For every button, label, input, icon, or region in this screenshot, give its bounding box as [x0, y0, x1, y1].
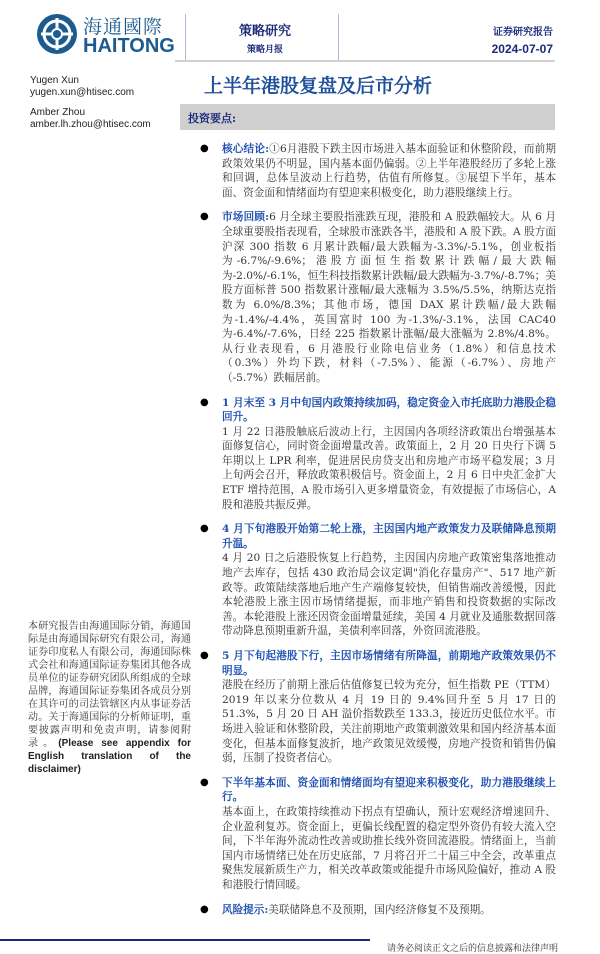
bullet-heading: 市场回顾: [222, 211, 270, 224]
bullet-text: ①6月港股下跌主因市场进入基本面验证和休整阶段，而前期政策效果仍不明显，国内基本面仍偏弱。②上半年港股经历了多轮上涨和回调，总体呈波动上行趋势，估值有所修复。③展望下半年，基本面、资金面和情绪面均有望迎来积极变化，助力港股继续上行。 [222, 143, 556, 199]
disclaimer-cn: 本研究报告由海通国际分销，海通国际是由海通国际研究有限公司，海通证券印度私人有限公司，海通国际株式会社和海通国际证券集团其他各成员单位的证券研究团队所组成的全球品牌，海通国际证券集团各成员分别在其许可的司法管辖区内从事证券活动。关于海通国际的分析师证明，重要披露声明和免责声明，请参阅附录。 [28, 621, 191, 749]
disclaimer [28, 620, 191, 776]
logo-text-en: HAITONG [83, 35, 175, 57]
author-1 [30, 75, 134, 99]
report-subsection: 策略月报 [246, 45, 283, 55]
bullet-text: 4 月 20 日之后港股恢复上行趋势，主因国内房地产政策密集落地推动地产去库存，包括 430 政治局会议定调"消化存量房产"、517 地产新政等。政策陆续落地后地产生产端修复较快，但销售端改善缓慢，因此本轮港股上涨主因市场情绪提振，而非地产销售和投资数据的实际改善。本轮港股上涨还因资金面增量延续，美国 4 月就业及通胀数据回落带动降息预期重新升温，美债利率回落，外资回流港股。 [222, 552, 556, 638]
bullet-icon: ● [200, 650, 209, 661]
author-name: Yugen Xun [30, 75, 79, 86]
keypoints-label: 投资要点: [188, 112, 237, 125]
haitong-emblem-icon [35, 12, 79, 56]
bullet-market-review [200, 210, 556, 385]
disclaimer-en: (Please see appendix for English translation of the disclaimer) [28, 738, 191, 775]
bullet-q1-policy [200, 396, 556, 513]
haitong-logo [35, 10, 175, 60]
bullet-heading: 4 月下旬港股开始第二轮上涨，主因国内地产政策发力及联储降息预期升温。 [222, 523, 556, 550]
author-2 [30, 107, 151, 131]
bullet-icon: ● [200, 211, 209, 223]
author-email[interactable]: yugen.xun@htisec.com [30, 87, 135, 98]
author-email[interactable]: amber.lh.zhou@htisec.com [30, 119, 151, 130]
footer-notice: 请务必阅读正文之后的信息披露和法律声明 [386, 944, 558, 954]
bullet-heading: 5 月下旬起港股下行，主因市场情绪有所降温，前期地产政策效果仍不明显。 [222, 650, 556, 677]
bullet-text: 港股在经历了前期上涨后估值修复已较为充分，恒生指数 PE（TTM）2019 年以来分位数从 4 月 19 日的 9.4%回升至 5 月 17 日的 51.3%，5 月 20 日 AH 溢价指数跌至 133.3，接近历史低位水平。市场进入验证和休整阶段，关注前期地产政策刺激效果和国内经济基本面变化，但基本面修复波折，地产政策见效缓慢，房地产投资和销售仍偏弱，压制了投资者信心。 [222, 679, 556, 765]
bullet-text: 1 月 22 日港股触底后波动上行，主因国内各项经济政策出台增强基本面修复信心，同时资金面增量改善。政策面上，2 月 20 日央行下调 5 年期以上 LPR 利率，促进居民房贷支出和房地产市场平稳发展；3 月上旬两会召开，释放政策积极信号。资金面上，2 月 6 日中央汇金扩大 ETF 增持范围，A 股市场引入更多增量资金，有效提振了市场信心，A 股和港股共振反弹。 [222, 425, 556, 511]
header-divider [185, 14, 186, 60]
keypoints-column [200, 0, 556, 939]
bullet-heading: 核心结论: [222, 143, 269, 155]
bullet-heading: 下半年基本面、资金面和情绪面均有望迎来积极变化，助力港股继续上行。 [222, 776, 556, 804]
footer-rule [0, 939, 370, 941]
bullet-may-decline [200, 649, 556, 766]
bullet-icon: ● [200, 776, 209, 788]
bullet-text: 美联储降息不及预期，国内经济修复不及预期。 [268, 903, 491, 916]
report-date: 2024-07-07 [491, 42, 553, 56]
bullet-heading: 风险提示: [222, 903, 269, 916]
bullet-text: 基本面上，在政策持续推动下拐点有望确认，预计宏观经济增速回升、企业盈利复苏。资金面上，更偏长线配置的稳定型外资仍有较大流入空间，下半年海外流动性改善或助推长线外资回流港股。情绪面上，当前国内市场情绪已处在历史底部，7 月将召开二十届三中全会，改革重点聚焦发展新质生产力，相关改革政策或能提升市场风险偏好，推动 A 股和港股行情回暖。 [222, 805, 556, 891]
report-type: 证券研究报告 [493, 27, 553, 38]
bullet-icon: ● [200, 903, 209, 915]
bullet-risk [200, 903, 556, 918]
page-footer [0, 939, 600, 952]
document-title: 上半年港股复盘及后市分析 [204, 75, 433, 97]
bullet-icon: ● [200, 396, 209, 408]
bullet-icon: ● [200, 143, 209, 154]
bullet-april-rally [200, 522, 556, 639]
author-name: Amber Zhou [30, 107, 86, 118]
bullet-outlook [200, 776, 556, 893]
bullet-heading: 1 月末至 3 月中旬国内政策持续加码，稳定资金入市托底助力港股企稳回升。 [222, 396, 556, 424]
keypoints-banner [180, 104, 555, 130]
bullet-icon: ● [200, 523, 209, 535]
logo-text-cn: 海通國際 [83, 16, 164, 38]
header-rule [175, 60, 555, 62]
bullet-text: 6 月全球主要股指涨跌互现，港股和 A 股跌幅较大。从 6 月全球重要股指表现看，全球股市涨跌各半，港股和 A 股下跌。A 股方面沪深 300 指数 6 月累计跌幅/最大跌幅为-3.3%/-5.1%，创业板指为-6.7%/-9.6%；港股方面恒生指数累计跌幅/最大跌幅为-2.0%/-6.1%，恒生科技指数累计跌幅/最大跌幅为-3.7%/-8.7%；美股方面标普 500 指数累计涨幅/最大涨幅为 3.5%/5.5%，纳斯达克指数为 6.0%/8.3%；其他市场，德国 DAX 累计跌幅/最大跌幅为-1.4%/-4.4%，英国富时 100 为-1.3%/-3.1%，法国 CAC40 为-6.4%/-7.6%，日经 225 指数累计涨幅/最大涨幅为 2.8%/4.8%。从行业表现看，6 月港股行业除电信业务（1.8%）和信息技术（0.3%）外均下跌，材料（-7.5%）、能源（-6.7%）、房地产（-5.7%）跌幅居前。 [222, 211, 556, 384]
report-section: 策略研究 [238, 24, 291, 39]
bullet-core-conclusion [200, 142, 556, 200]
